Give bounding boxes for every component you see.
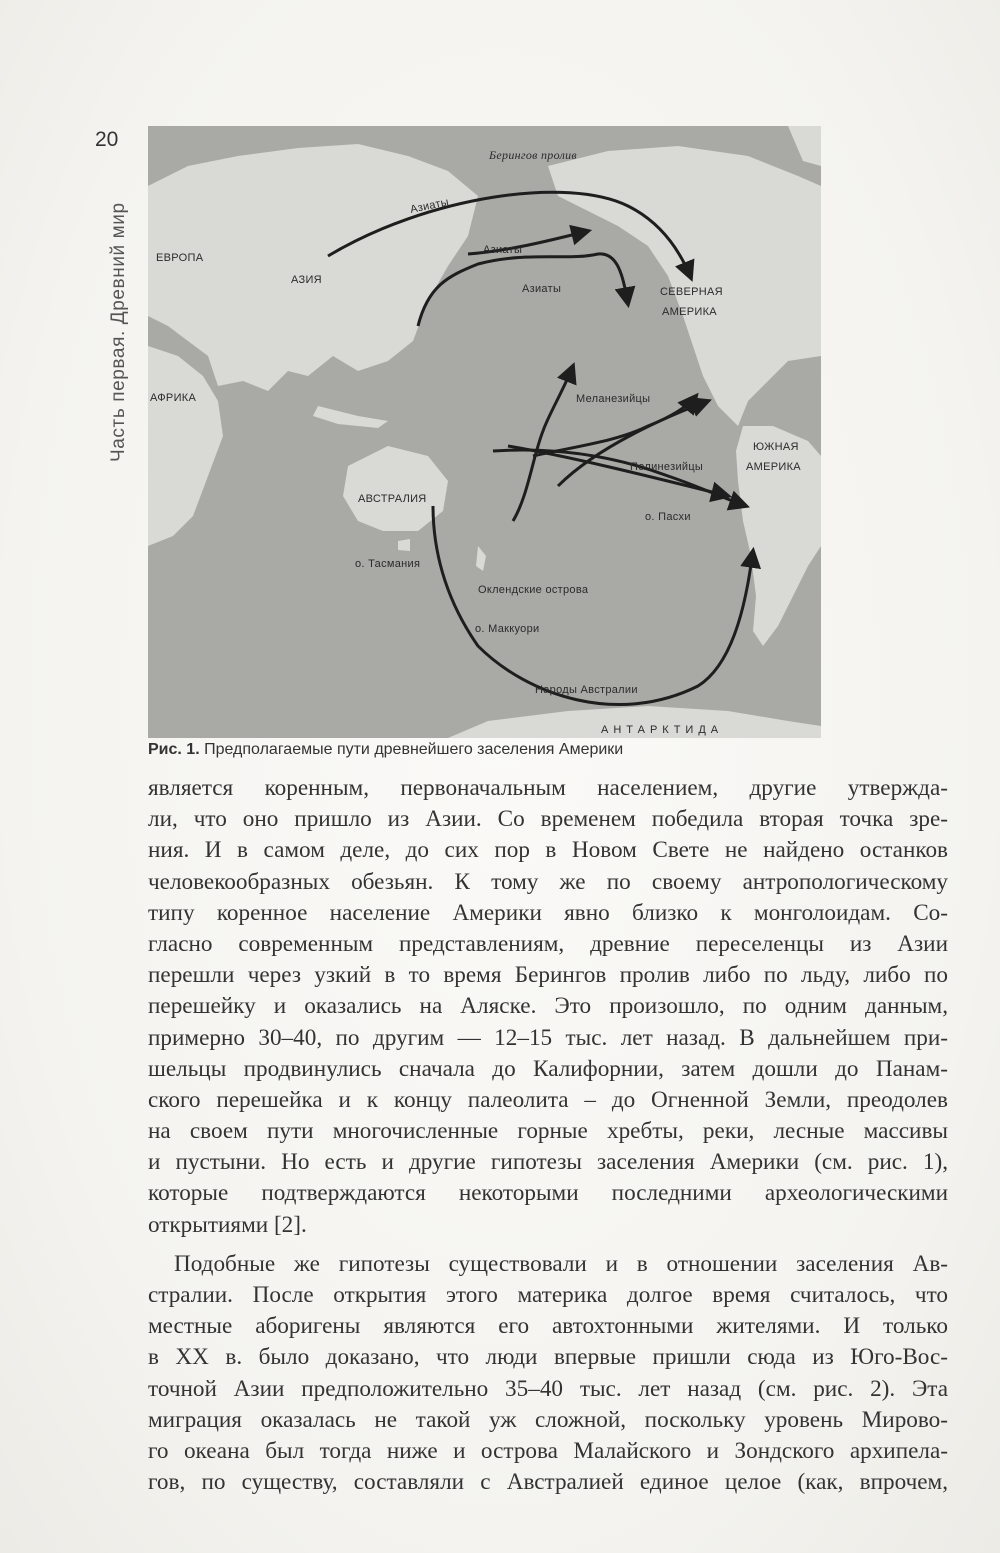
text-line: гов, по существу, составляли с Австралией единое целое (как, впрочем, xyxy=(148,1469,948,1496)
label-tasmania: о. Тасмания xyxy=(355,558,421,570)
label-asiats-3: Азиаты xyxy=(522,283,562,295)
label-asia: АЗИЯ xyxy=(291,274,322,286)
text-line: ния. И в самом деле, до сих пор в Новом Свете не найдено останков xyxy=(148,837,948,864)
text-line: ского перешейка и к концу палеолита – до Огненной Земли, преодолев xyxy=(148,1086,948,1113)
text-line: миграция оказалась не такой уж сложной, поскольку уровень Мирово- xyxy=(148,1406,948,1433)
text-line: местные аборигены являются его автохтонными жителями. И только xyxy=(148,1313,948,1340)
figure-caption xyxy=(148,741,623,759)
label-africa: АФРИКА xyxy=(150,392,197,404)
label-easter-island: о. Пасхи xyxy=(645,511,691,523)
label-australian-peoples: Народы Австралии xyxy=(535,684,638,696)
label-asiats-1: Азиаты xyxy=(409,196,450,216)
body-text xyxy=(148,773,948,1498)
text-line: является коренным, первоначальным населением, другие утвержда- xyxy=(148,775,948,801)
text-line: типу коренное население Америки явно близко к монголоидам. Со- xyxy=(148,899,948,926)
text-line: в XX в. было доказано, что люди впервые пришли сюда из Юго-Вос- xyxy=(148,1344,948,1371)
page-number: 20 xyxy=(95,128,119,151)
text-line: гласно современным представлениям, древние переселенцы из Азии xyxy=(148,930,948,957)
label-europe: ЕВРОПА xyxy=(156,252,204,264)
text-line: которые подтверждаются некоторыми последними археологическими xyxy=(148,1180,948,1207)
figure-caption-text: Предполагаемые пути древнейшего заселения Америки xyxy=(199,741,624,758)
label-melanesians: Меланезийцы xyxy=(576,393,651,405)
label-bering-strait: Берингов пролив xyxy=(489,148,577,162)
text-line: шельцы продвинулись сначала до Калифорнии, затем дошли до Панам- xyxy=(148,1055,948,1082)
label-auckland-islands: Оклендские острова xyxy=(478,584,589,596)
running-head: Часть первая. Древний мир xyxy=(108,202,129,462)
text-line: примерно 30–40, по другим — 12–15 тыс. лет назад. В дальнейшем при- xyxy=(148,1024,948,1051)
text-line: го океана был тогда ниже и острова Малайского и Зондского архипела- xyxy=(148,1437,948,1464)
map-graphic xyxy=(148,126,821,738)
paragraph-2 xyxy=(148,1249,948,1499)
label-south-america-2: АМЕРИКА xyxy=(746,461,801,473)
label-asiats-2: Азиаты xyxy=(483,244,523,256)
text-line: открытиями [2]. xyxy=(148,1211,307,1238)
text-line: человекообразных обезьян. К тому же по своему антропологическому xyxy=(148,868,948,895)
text-line: Подобные же гипотезы существовали и в отношении заселения Ав- xyxy=(174,1250,948,1277)
label-north-america-2: АМЕРИКА xyxy=(662,306,717,318)
label-antarctica: АНТАРКТИДА xyxy=(601,724,724,736)
label-macquarie: о. Маккуори xyxy=(475,623,540,635)
label-north-america-1: СЕВЕРНАЯ xyxy=(660,286,723,298)
label-polynesians: Полинезийцы xyxy=(630,461,704,473)
text-line: стралии. После открытия этого материка долгое время считалось, что xyxy=(148,1282,948,1308)
migration-map-figure xyxy=(148,126,821,738)
text-line: перешли через узкий в то время Берингов пролив либо по льду, либо по xyxy=(148,962,948,989)
label-australia: АВСТРАЛИЯ xyxy=(358,493,427,505)
text-line: ли, что оно пришло из Азии. Со временем победила вторая точка зре- xyxy=(148,806,948,833)
text-line: и пустыни. Но есть и другие гипотезы заселения Америки (см. рис. 1), xyxy=(148,1149,948,1176)
label-south-america-1: ЮЖНАЯ xyxy=(753,441,799,453)
figure-caption-label: Рис. 1. xyxy=(148,741,200,758)
text-line: перешейку и оказались на Аляске. Это произошло, по одним данным, xyxy=(148,993,948,1020)
text-line: на своем пути многочисленные горные хребты, реки, лесные массивы xyxy=(148,1118,948,1145)
text-line: точной Азии предположительно 35–40 тыс. лет назад (см. рис. 2). Эта xyxy=(148,1375,948,1402)
paragraph-1 xyxy=(148,773,948,1241)
